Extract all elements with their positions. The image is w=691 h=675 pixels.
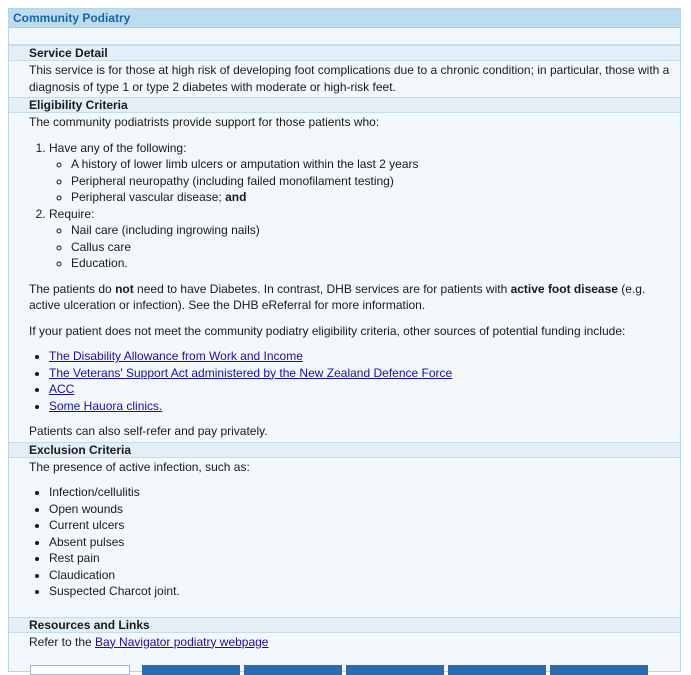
eligibility-list — [29, 140, 670, 272]
exclusion-list — [29, 484, 670, 600]
list-item: • Open wounds — [49, 501, 670, 518]
tab-1[interactable] — [30, 665, 130, 675]
diabetes-note — [29, 281, 670, 314]
emphasis-not: not — [115, 281, 134, 296]
eligibility-intro: The community podiatrists provide support for those patients who: — [29, 115, 380, 129]
exclusion-body — [9, 458, 680, 617]
self-refer-note: Patients can also self-refer and pay privately. — [29, 424, 268, 438]
eligibility-item-1-label: Have any of the following: — [49, 140, 187, 155]
resources-body — [9, 633, 680, 653]
service-detail-heading: Service Detail — [9, 45, 680, 61]
list-item — [49, 365, 670, 382]
list-item: • Current ulcers — [49, 517, 670, 534]
service-detail-body — [9, 61, 680, 97]
tab-4[interactable] — [346, 665, 444, 675]
text-fragment: Refer to the — [29, 634, 96, 649]
list-item: ◦ Nail care (including ingrowing nails) — [71, 222, 670, 239]
eligibility-item-2 — [49, 206, 670, 272]
list-item-text: Peripheral vascular disease; — [71, 190, 222, 204]
eligibility-item-1 — [49, 140, 670, 206]
blank-row — [9, 28, 680, 45]
list-item — [49, 381, 670, 398]
hauora-clinics-link[interactable]: Some Hauora clinics. — [49, 398, 163, 413]
list-item — [49, 398, 670, 415]
tab-5[interactable] — [448, 665, 546, 675]
list-item — [49, 348, 670, 365]
list-item: • Rest pain — [49, 550, 670, 567]
bay-navigator-podiatry-link[interactable]: Bay Navigator podiatry webpage — [95, 634, 269, 649]
eligibility-body — [9, 113, 680, 442]
list-item: ◦ Callus care — [71, 239, 670, 256]
tab-6[interactable] — [550, 665, 648, 675]
acc-link[interactable]: ACC — [49, 382, 75, 396]
eligibility-item-1-sublist — [49, 156, 670, 206]
list-item — [71, 189, 670, 206]
list-item: ◦ Peripheral neuropathy (including failed monofilament testing) — [71, 173, 670, 190]
and-text: and — [225, 190, 247, 204]
text-fragment: (e.g. active ulceration or infection). See the DHB eReferral for more information. — [29, 281, 646, 312]
eligibility-item-2-sublist — [49, 222, 670, 272]
list-item: • Infection/cellulitis — [49, 484, 670, 501]
service-detail-text: This service is for those at high risk of developing foot complications due to a chronic condition; in particular, those with a diagnosis of type 1 or type 2 diabetes with moderate or high-risk feet. — [29, 63, 670, 94]
exclusion-heading: Exclusion Criteria — [9, 442, 680, 458]
text-fragment: The patients do — [29, 281, 116, 296]
list-item: ◦ A history of lower limb ulcers or amputation within the last 2 years — [71, 156, 670, 173]
funding-links-list — [29, 348, 670, 414]
list-item: • Suspected Charcot joint. — [49, 583, 670, 600]
tab-2[interactable] — [142, 665, 240, 675]
community-podiatry-panel — [8, 8, 681, 672]
veterans-support-link[interactable]: The Veterans' Support Act administered by the New Zealand Defence Force — [49, 365, 453, 380]
eligibility-item-2-label: Require: — [49, 206, 95, 221]
panel-title: Community Podiatry — [9, 9, 680, 28]
resources-heading: Resources and Links — [9, 617, 680, 633]
list-item: ◦ Education. — [71, 255, 670, 272]
emphasis-active-foot-disease: active foot disease — [510, 281, 618, 296]
eligibility-heading: Eligibility Criteria — [9, 97, 680, 113]
text-fragment: need to have Diabetes. In contrast, DHB services are for patients with — [133, 281, 511, 296]
list-item: • Claudication — [49, 567, 670, 584]
tab-3[interactable] — [244, 665, 342, 675]
list-item: • Absent pulses — [49, 534, 670, 551]
exclusion-intro: The presence of active infection, such as: — [29, 459, 250, 474]
bottom-tab-bar — [30, 665, 670, 675]
funding-note: If your patient does not meet the community podiatry eligibility criteria, other sources of potential funding include: — [29, 323, 626, 338]
resources-text — [29, 634, 670, 651]
disability-allowance-link[interactable]: The Disability Allowance from Work and Income — [49, 349, 303, 363]
